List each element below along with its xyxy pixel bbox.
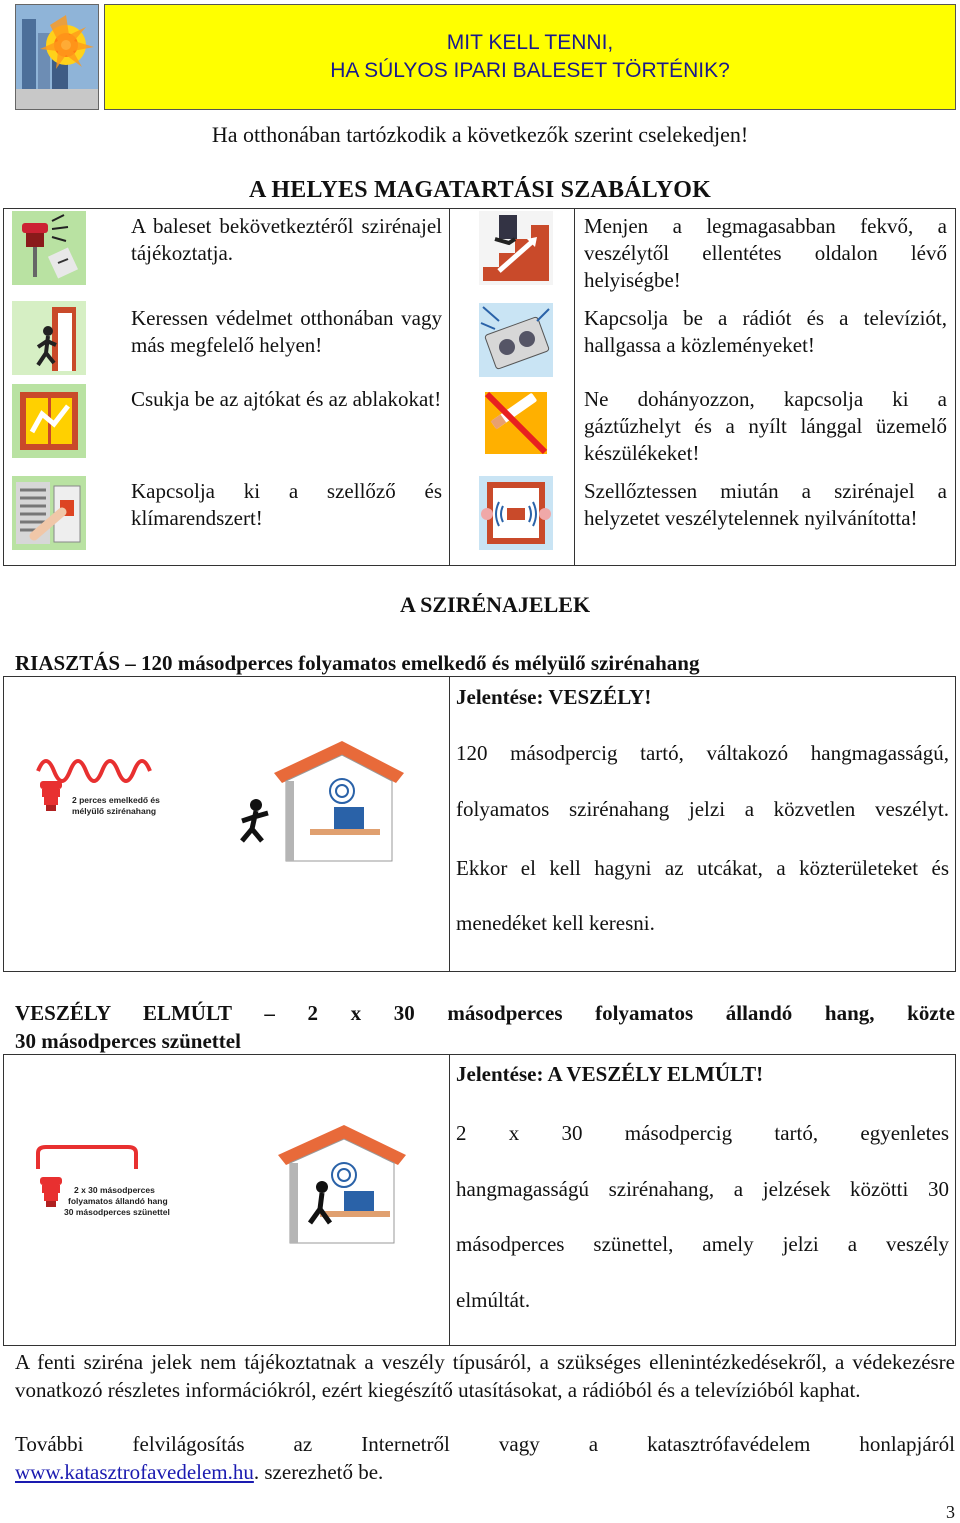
alarm-illustration-label-line1: 2 perces emelkedő és [72, 795, 160, 805]
clear-illustration-label-line1: 2 x 30 másodperces [74, 1185, 155, 1195]
alarm-description-line: 120 másodpercig tartó, váltakozó hangmagasságú, [456, 741, 949, 765]
rule-text: Ne dohányozzon, kapcsolja ki a gáztűzhelyt és a nyílt lánggal üzemelő készülékeket! [584, 387, 947, 465]
rules-table [3, 208, 956, 566]
header-title-line2: HA SÚLYOS IPARI BALESET TÖRTÉNIK? [330, 59, 730, 82]
clear-signal-box [3, 1054, 956, 1346]
rule-text: Csukja be az ajtókat és az ablakokat! [131, 387, 442, 411]
header-logo [15, 4, 99, 110]
alarm-description-line: Ekkor el kell hagyni az utcákat, a közterületeket és [456, 856, 949, 880]
shelter-door-icon [12, 301, 86, 375]
page-number: 3 [946, 1502, 955, 1522]
alarm-description-line: menedéket kell keresni. [456, 911, 655, 935]
clear-illustration-label-line2: folyamatos állandó hang [68, 1196, 168, 1206]
siren-icon [40, 1177, 62, 1207]
clear-illustration-label-line3: 30 másodperces szünettel [64, 1207, 170, 1217]
rule-text: Kapcsolja ki a szellőző és klímarendszert! [131, 479, 442, 530]
no-smoking-icon [479, 384, 553, 458]
window-icon [12, 384, 86, 458]
alarm-signal-box [3, 676, 956, 972]
header-title-line1: MIT KELL TENNI, [446, 31, 614, 54]
alarm-signal-title: RIASZTÁS – 120 másodperces folyamatos emelkedő és mélyülő szirénahang [15, 651, 700, 675]
alarm-box-divider [449, 677, 450, 971]
footer-paragraph: A fenti sziréna jelek nem tájékoztatnak a veszély típusáról, a szükséges ellenintézkedésekről, a védekezésre vonatkozó részletes információkról, ezért kiegészítő utasításokat, a rádióból és a televízióból kaphat. [15, 1350, 955, 1402]
industrial-fire-icon [16, 5, 98, 109]
radio-icon [479, 303, 553, 377]
clear-description-line: elmúltát. [456, 1288, 531, 1312]
clear-description-line: hangmagasságú szirénahang, a jelzések közötti 30 [456, 1177, 949, 1201]
intro-text: Ha otthonában tartózkodik a következők szerint cselekedjen! [211, 122, 749, 147]
ventilate-icon [479, 476, 553, 550]
rules-column-divider [574, 209, 575, 565]
stairs-icon [479, 211, 553, 285]
siren-icon [40, 781, 62, 811]
clear-signal-title-line2: 30 másodperces szünettel [15, 1029, 241, 1053]
running-person-icon [242, 799, 268, 841]
alarm-description-line: folyamatos szirénahang jelzi a közvetlen veszélyt. [456, 797, 949, 821]
steady-tone-icon [38, 1147, 136, 1169]
alarm-illustration-label-line2: mélyülő szirénahang [72, 806, 157, 816]
switch-off-icon [12, 476, 86, 550]
rule-text: A baleset bekövetkeztéről szirénajel tájékoztatja. [131, 214, 442, 265]
footer-link-line [15, 1458, 955, 1486]
rules-column-divider [449, 209, 450, 565]
rule-text: Menjen a legmagasabban fekvő, a veszélytől ellentétes oldalon lévő helyiségbe! [584, 214, 947, 292]
footer-more-info: További felvilágosítás az Internetről vagy a katasztrófavédelem honlapjáról [15, 1432, 955, 1456]
clear-description-line: 2 x 30 másodpercig tartó, egyenletes [456, 1121, 949, 1145]
rule-text: Keressen védelmet otthonában vagy más megfelelő helyen! [131, 306, 442, 357]
house-icon [274, 741, 404, 861]
signals-heading: A SZIRÉNAJELEK [399, 592, 591, 617]
rule-text: Kapcsolja be a rádiót és a televíziót, hallgassa a közleményeket! [584, 306, 947, 357]
clear-description-line: másodperces szünettel, amely jelzi a veszély [456, 1232, 949, 1256]
rule-text: Szellőztessen miután a szirénajel a helyzetet veszélytelennek nyilvánította! [584, 479, 947, 530]
katasztrofavedelem-link[interactable]: www.katasztrofavedelem.hu [15, 1460, 254, 1484]
rules-heading: A HELYES MAGATARTÁSI SZABÁLYOK [249, 177, 711, 203]
clear-illustration [24, 1125, 434, 1255]
header-banner [104, 4, 956, 110]
clear-signal-title-line1: VESZÉLY ELMÚLT – 2 x 30 másodperces folyamatos állandó hang, közte [15, 1001, 955, 1025]
clear-box-divider [449, 1055, 450, 1345]
footer-suffix: . szerezhető be. [253, 1460, 384, 1484]
alarm-illustration [24, 733, 434, 863]
siren-wave-icon [38, 761, 150, 781]
alarm-meaning: Jelentése: VESZÉLY! [456, 685, 652, 709]
house-icon [278, 1125, 406, 1243]
clear-meaning: Jelentése: A VESZÉLY ELMÚLT! [456, 1062, 764, 1086]
siren-icon [12, 211, 86, 285]
